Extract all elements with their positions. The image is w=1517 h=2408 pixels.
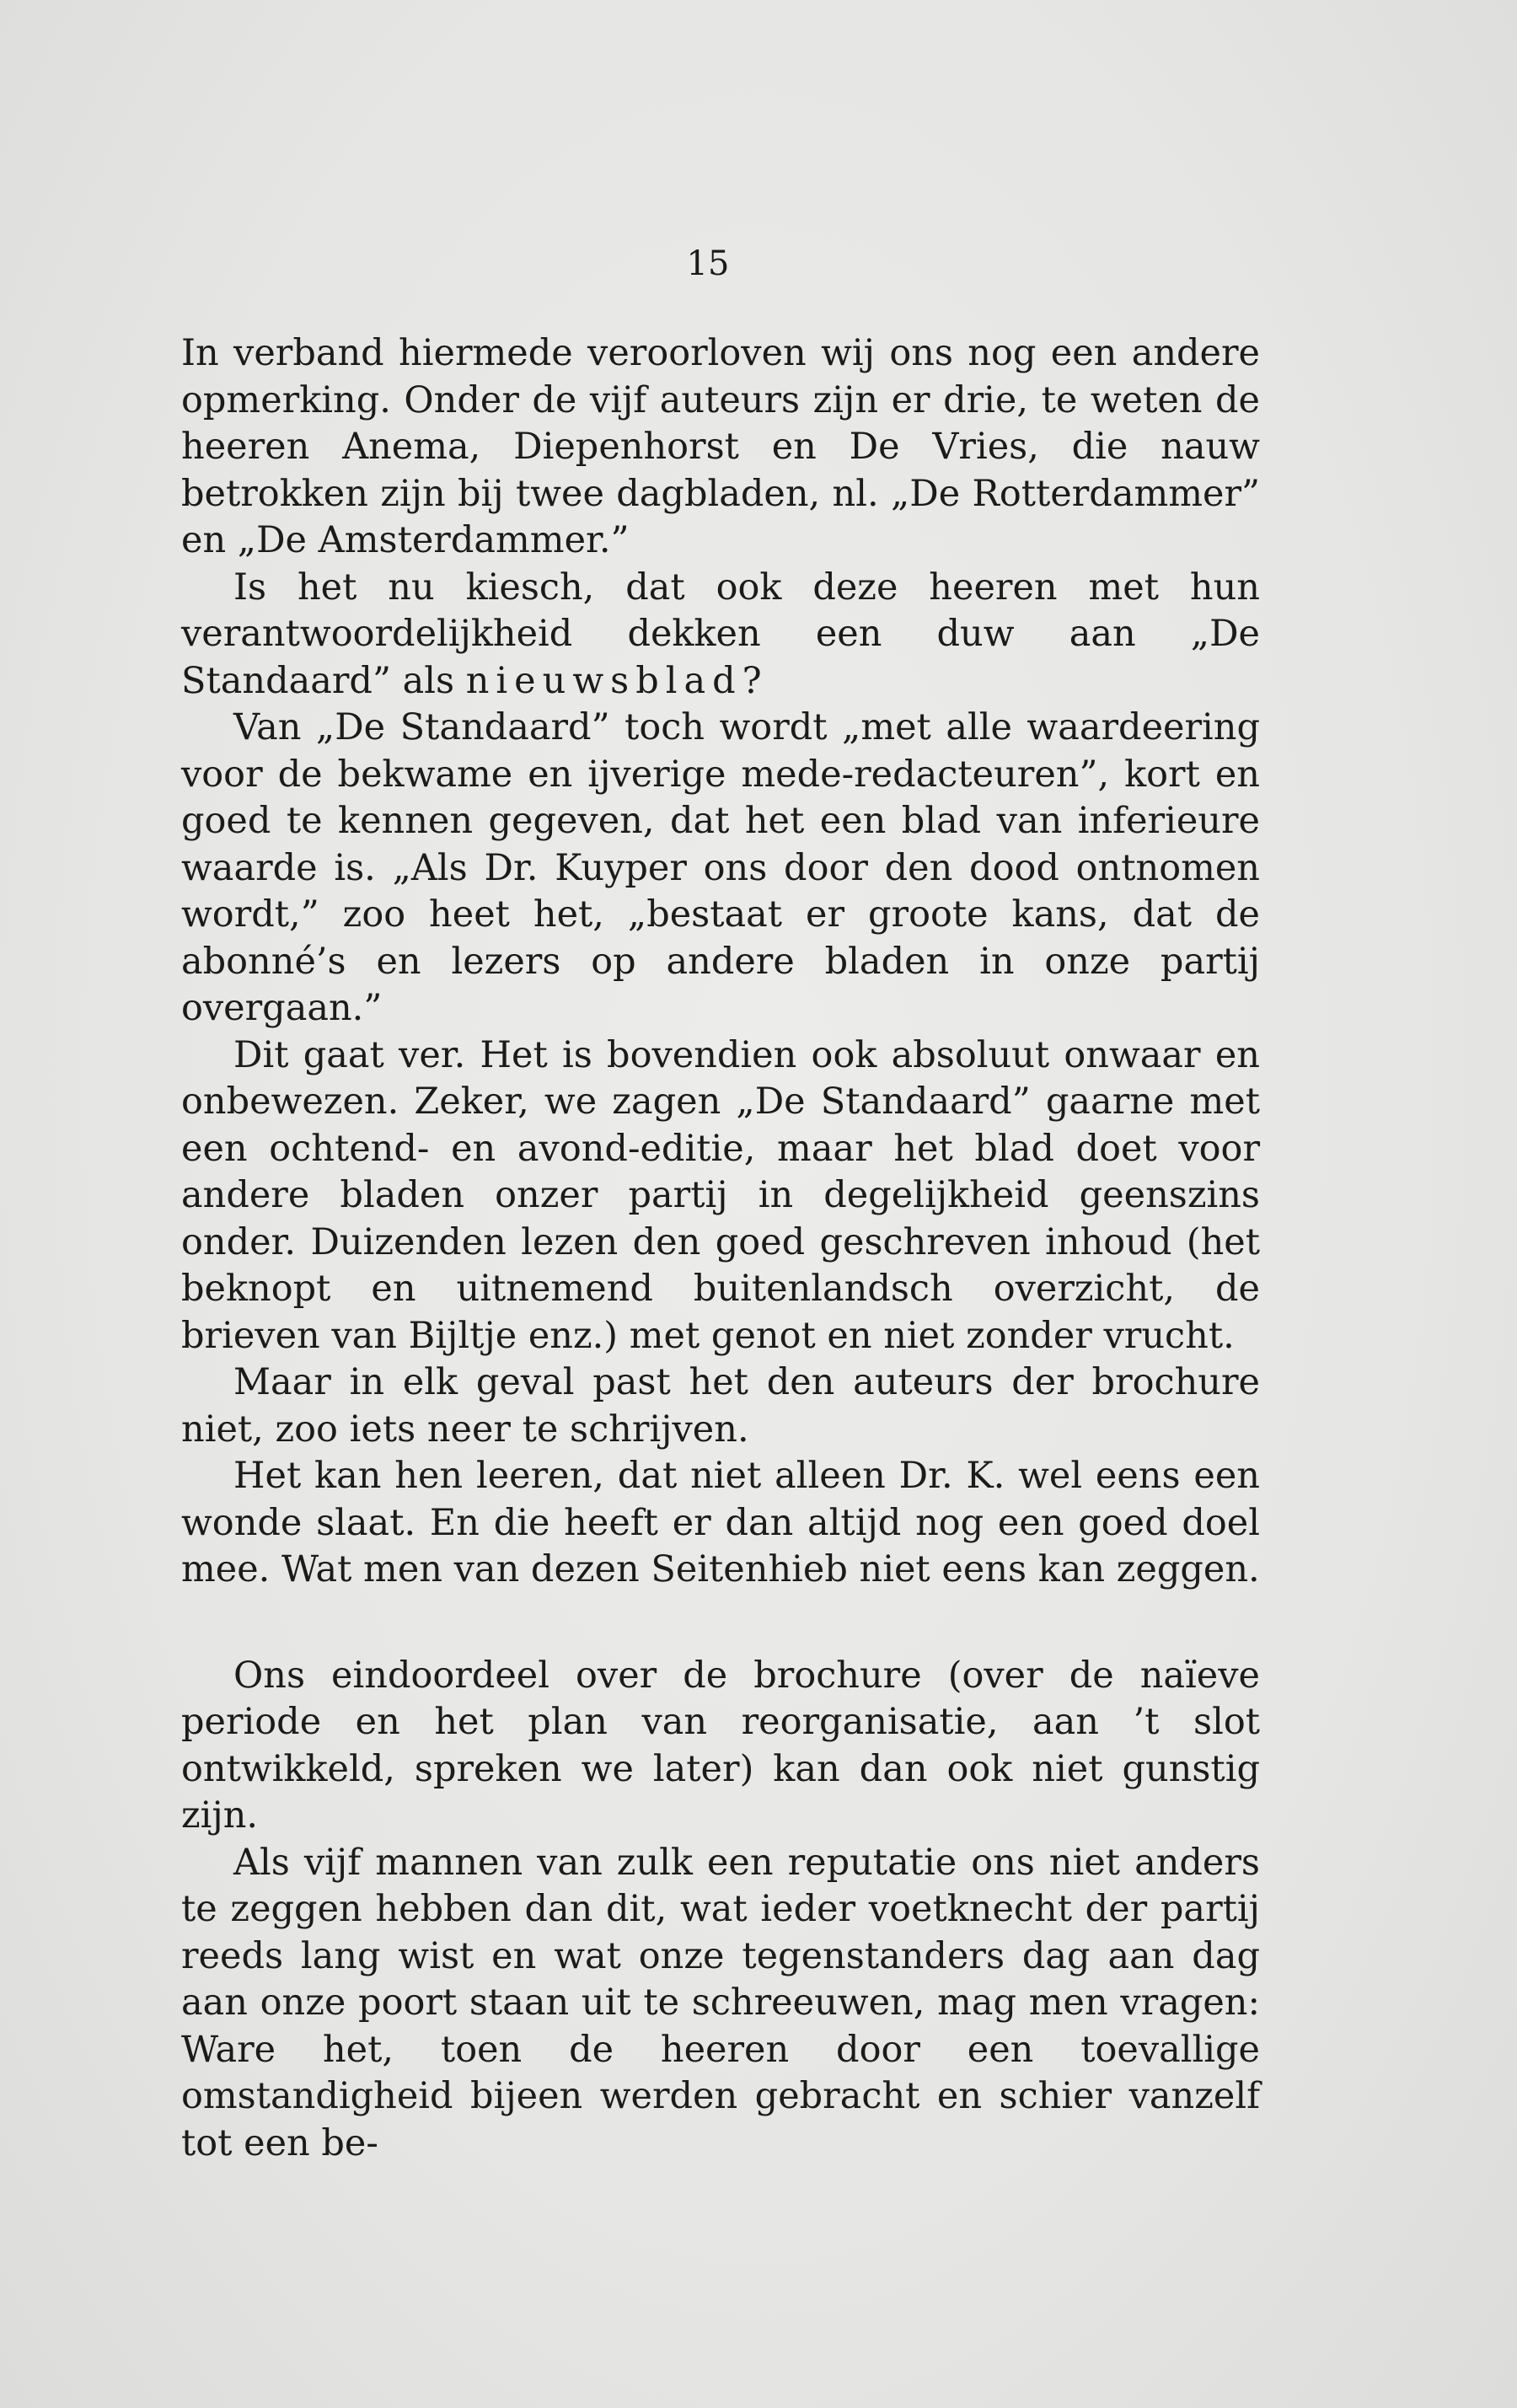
paragraph-text: Als vijf mannen van zulk een reputatie ons niet anders te zeggen hebben dan dit, wat ieder voetknecht der partij reeds lang wist en wat onze tegenstanders dag aan dag aan onze poort staan uit te schreeuwen, mag men vragen: Ware het, toen de heeren door een toevallige omstandigheid bijeen werden gebracht en schier vanzelf tot een be- <box>181 1841 1260 2164</box>
paragraph <box>181 1840 1260 2168</box>
paragraph <box>181 1360 1260 1453</box>
paragraph <box>181 330 1260 565</box>
paragraph-text: Ons eindoordeel over de brochure (over de naïeve periode en het plan van reorganisatie, aan ’t slot ontwikkeld, spreken we later) kan dan ook niet gunstig zijn. <box>181 1654 1260 1837</box>
paragraph <box>181 705 1260 1032</box>
paragraph-text: Maar in elk geval past het den auteurs der brochure niet, zoo iets neer te schrijven. <box>181 1361 1260 1451</box>
paragraph <box>181 565 1260 705</box>
paragraph-text: Van „De Standaard” toch wordt „met alle waardeering voor de bekwame en ijverige mede-redacteuren”, kort en goed te kennen gegeven, dat het een blad van inferieure waarde is. „Als Dr. Kuyper ons door den dood ontnomen wordt,” zoo heet het, „bestaat er groote kans, dat de abonné’s en lezers op andere bladen in onze partij overgaan.” <box>181 706 1260 1029</box>
paragraph-text: In verband hiermede veroorloven wij ons nog een andere opmerking. Onder de vijf auteurs zijn er drie, te weten de heeren Anema, Diepenhorst en De Vries, die nauw betrokken zijn bij twee dagbladen, nl. „De Rotterdammer” en „De Amsterdammer.” <box>181 332 1260 561</box>
paragraph <box>181 1032 1260 1360</box>
page-number: 15 <box>686 244 730 283</box>
paragraph-text: Het kan hen leeren, dat niet alleen Dr. K. wel eens een wonde slaat. En die heeft er dan altijd nog een goed doel mee. Wat men van dezen Seitenhieb niet eens kan zeggen. <box>181 1455 1260 1590</box>
paragraph-text: Dit gaat ver. Het is bovendien ook absoluut onwaar en onbewezen. Zeker, we zagen „De Standaard” gaarne met een ochtend- en avond-editie, maar het blad doet voor andere bladen onzer partij in degelijkheid geenszins onder. Duizenden lezen den goed geschreven inhoud (het beknopt en uitnemend buitenlandsch overzicht, de brieven van Bijltje enz.) met genot en niet zonder vrucht. <box>181 1033 1260 1357</box>
paragraph-text: Is het nu kiesch, dat ook deze heeren met hun verantwoordelijkheid dekken een duw aan „De Standaard” als <box>181 566 1260 702</box>
spaced-emphasis-text: nieuwsblad? <box>465 659 769 702</box>
paragraph <box>181 1453 1260 1594</box>
paragraph <box>181 1653 1260 1840</box>
body-text <box>181 330 1260 2167</box>
